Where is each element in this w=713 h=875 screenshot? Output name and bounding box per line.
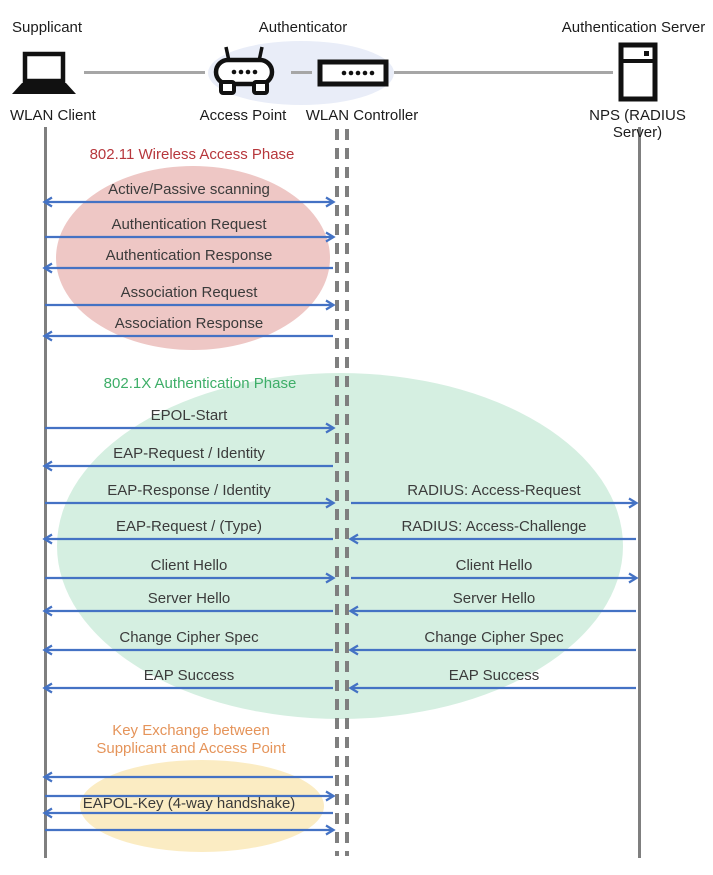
message-label: EAP Success (143, 667, 235, 684)
role-authentication-server: Authentication Server (561, 19, 706, 36)
server-lifeline (638, 127, 641, 858)
phase-title-key-exchange: Key Exchange between Supplicant and Access Point (96, 722, 286, 757)
label-wlan-controller: WLAN Controller (305, 107, 419, 124)
message-label: EAP-Response / Identity (107, 482, 271, 499)
message-label: Client Hello (455, 557, 533, 574)
role-authenticator: Authenticator (258, 19, 348, 36)
message-label: Authentication Request (111, 216, 267, 233)
label-access-point: Access Point (199, 107, 287, 124)
link-controller-server (394, 71, 613, 74)
message-label: Client Hello (150, 557, 228, 574)
label-wlan-client: WLAN Client (10, 107, 96, 124)
message-label: Active/Passive scanning (108, 181, 270, 198)
server-icon (617, 42, 659, 102)
label-nps-radius-server: NPS (RADIUS Server) (589, 107, 686, 141)
link-client-ap (84, 71, 205, 74)
message-label: Change Cipher Spec (119, 629, 259, 646)
message-label: Association Request (120, 284, 258, 301)
message-label: RADIUS: Access-Challenge (401, 518, 587, 535)
access-point-lifeline (335, 129, 339, 856)
phase-title-80211: 802.11 Wireless Access Phase (89, 146, 295, 163)
role-supplicant: Supplicant (12, 19, 83, 36)
message-label: EAP-Request / (Type) (116, 518, 262, 535)
phase-title-8021x: 802.1X Authentication Phase (103, 375, 297, 392)
message-label: EAP Success (448, 667, 540, 684)
message-label: Change Cipher Spec (424, 629, 564, 646)
message-label: RADIUS: Access-Request (407, 482, 581, 499)
wlan-controller-icon (317, 59, 389, 87)
message-label: EPOL-Start (150, 407, 228, 424)
controller-lifeline (345, 129, 349, 856)
message-label: EAPOL-Key (4-way handshake) (82, 795, 296, 812)
link-ap-controller (291, 71, 312, 74)
laptop-icon (9, 51, 79, 97)
message-label: EAP-Request / Identity (113, 445, 265, 462)
message-label: Authentication Response (105, 247, 273, 264)
message-label: Server Hello (147, 590, 231, 607)
access-point-icon (212, 45, 276, 99)
message-label: Association Response (114, 315, 264, 332)
message-label: Server Hello (452, 590, 536, 607)
supplicant-lifeline (44, 127, 47, 858)
